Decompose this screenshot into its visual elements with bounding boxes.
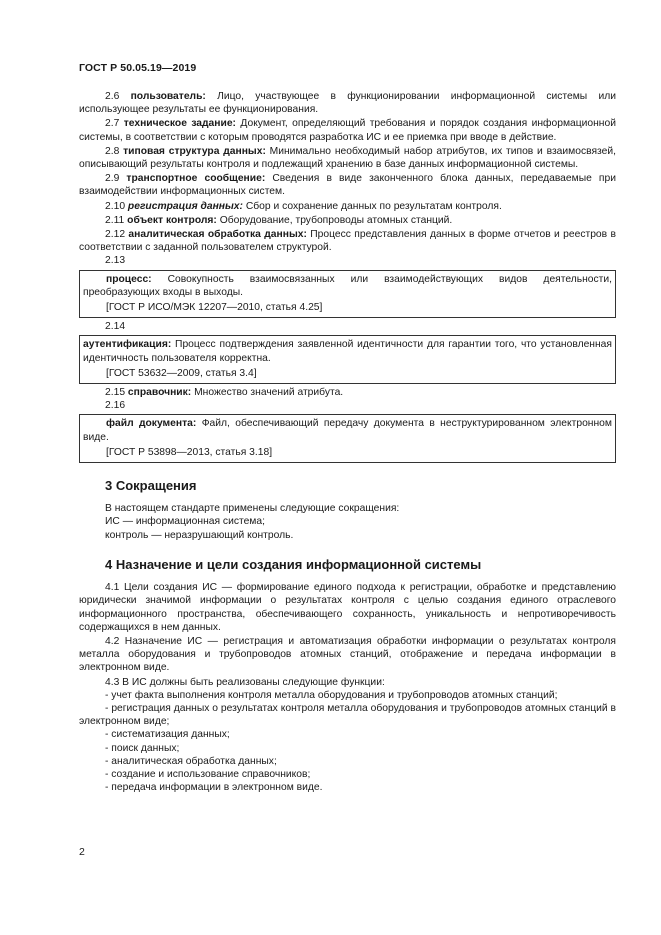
term-definition: Процесс подтверждения заявленной идентичности для гарантии того, что установленная идентичность пользователя корректна. xyxy=(83,339,612,364)
term-entry xyxy=(79,117,616,143)
term-entry xyxy=(79,172,616,198)
term-definition: Оборудование, трубопроводы атомных станций. xyxy=(219,214,453,226)
list-item: - регистрация данных о результатах контроля металла оборудования и трубопроводов атомных станций в электронном виде; xyxy=(79,702,616,728)
term-reference: [ГОСТ 53632—2009, статья 3.4] xyxy=(106,367,257,379)
term-entry xyxy=(79,214,616,227)
term-entry xyxy=(79,228,616,254)
term-name: файл документа: xyxy=(106,418,197,430)
list-item: - создание и использование справочников; xyxy=(105,768,311,780)
term-entry xyxy=(79,200,616,213)
term-number: 2.7 xyxy=(105,118,120,130)
list-item: ИС — информационная система; xyxy=(105,516,265,528)
paragraph: 4.3 В ИС должны быть реализованы следующие функции: xyxy=(105,676,385,688)
list-item: - аналитическая обработка данных; xyxy=(105,755,277,767)
term-number: 2.9 xyxy=(105,173,120,185)
page-number: 2 xyxy=(79,846,85,858)
term-number: 2.11 xyxy=(105,214,125,226)
term-name: типовая структура данных: xyxy=(123,145,266,157)
list-item: - учет факта выполнения контроля металла оборудования и трубопроводов атомных станций; xyxy=(105,689,558,701)
term-definition: Множество значений атрибута. xyxy=(194,387,344,399)
term-entry xyxy=(79,145,616,171)
term-reference: [ГОСТ Р 53898—2013, статья 3.18] xyxy=(106,446,273,458)
function-list xyxy=(79,689,616,795)
list-item: контроль — неразрушающий контроль. xyxy=(105,529,294,541)
term-number: 2.10 xyxy=(105,200,126,212)
section-title: 4 Назначение и цели создания информационной системы xyxy=(105,556,482,572)
term-definition: Лицо, участвующее в функционировании информационной системы или использующее результаты ее функционирования. xyxy=(79,91,616,116)
term-number: 2.8 xyxy=(105,145,120,157)
list-item: - систематизация данных; xyxy=(105,729,230,741)
term-name: аутентификация: xyxy=(83,339,172,351)
term-entry xyxy=(83,417,612,443)
term-definition: Совокупность взаимосвязанных или взаимодействующих видов деятельности, преобразующих входы в выходы. xyxy=(83,273,612,298)
term-number: 2.16 xyxy=(105,400,126,412)
term-definition: Файл, обеспечивающий передачу документа в неструктурированном электронном виде. xyxy=(83,418,612,443)
list-item: - передача информации в электронном виде. xyxy=(105,782,323,794)
term-number: 2.15 xyxy=(105,387,126,399)
quoted-term-box xyxy=(79,335,616,384)
page-content xyxy=(79,90,616,794)
term-name: пользователь: xyxy=(130,91,206,102)
term-name: объект контроля: xyxy=(127,214,217,226)
term-definition: Сбор и сохранение данных по результатам контроля. xyxy=(245,200,502,212)
term-entry xyxy=(83,338,612,364)
paragraph: 4.2 Назначение ИС — регистрация и автоматизация обработки информации о результатах контроля металла оборудования и трубопроводов атомных станций, отображение и передача информации в электронном виде. xyxy=(79,635,616,674)
term-number: 2.13 xyxy=(105,255,126,267)
quoted-term-box xyxy=(79,270,616,319)
term-definition: Минимально необходимый набор атрибутов, их типов и взаимосвязей, описывающий результаты контроля и подлежащий хранению в базе данных информационной системы. xyxy=(79,145,616,171)
term-name: процесс: xyxy=(106,273,152,285)
term-name: аналитическая обработка данных: xyxy=(128,229,307,241)
document-code: ГОСТ Р 50.05.19—2019 xyxy=(79,62,197,74)
abbreviation-list xyxy=(79,515,616,541)
term-definition: Сведения в виде законченного блока данных, передаваемые при взаимодействии информационных систем. xyxy=(79,173,616,198)
term-number: 2.6 xyxy=(105,91,120,102)
term-name: транспортное сообщение: xyxy=(126,173,266,185)
term-definition: Документ, определяющий требования и порядок создания информационной системы, в соответствии с которым проводятся разработка ИС и ее приемка при вводе в действие. xyxy=(79,118,616,143)
quoted-term-box xyxy=(79,414,616,463)
term-entry xyxy=(79,90,616,116)
term-entry xyxy=(79,386,616,399)
term-name: техническое задание: xyxy=(123,118,236,130)
term-entry xyxy=(83,273,612,299)
term-name: справочник: xyxy=(127,387,192,399)
list-item: - поиск данных; xyxy=(105,742,180,754)
section-title: 3 Сокращения xyxy=(105,478,197,494)
paragraph: 4.1 Цели создания ИС — формирование единого подхода к регистрации, обработке и представлению юридически значимой информации о результатах контроля с целью создания единого отраслевого информационного пространства, обеспечивающего сохранность, уникальность и непротиворечивость содержащихся в нем данных. xyxy=(79,582,616,633)
term-number: 2.12 xyxy=(105,229,126,241)
term-reference: [ГОСТ Р ИСО/МЭК 12207—2010, статья 4.25] xyxy=(106,302,323,314)
term-number: 2.14 xyxy=(105,321,126,333)
term-definition: Процесс представления данных в форме отчетов и реестров в соответствии с заданной пользователем структурой. xyxy=(79,229,616,254)
section-intro: В настоящем стандарте применены следующие сокращения: xyxy=(105,503,400,515)
term-name: регистрация данных: xyxy=(127,200,243,212)
